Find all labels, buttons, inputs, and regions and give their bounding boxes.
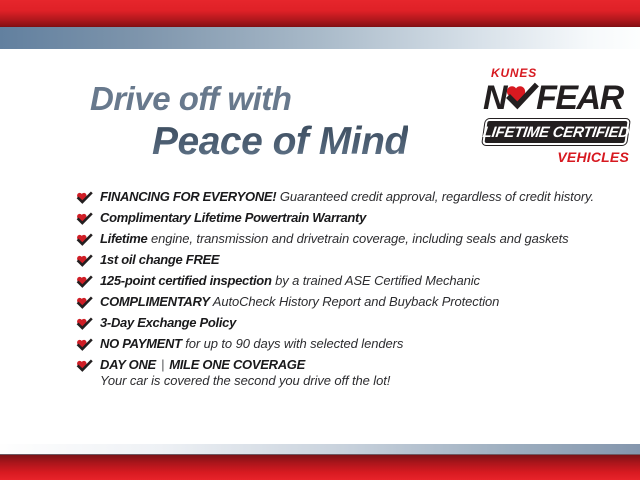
list-item	[76, 252, 621, 267]
benefits-list	[76, 189, 621, 394]
no-fear-wordmark	[483, 80, 629, 116]
list-item	[76, 210, 621, 225]
benefit-subline: Your car is covered the second you drive off the lot!	[100, 373, 391, 388]
heart-checkmark-icon	[76, 253, 93, 267]
benefit-text: Lifetime engine, transmission and drivetrain coverage, including seals and gaskets	[100, 231, 569, 246]
list-item	[76, 294, 621, 309]
list-item	[76, 357, 621, 388]
heart-checkmark-icon	[76, 274, 93, 288]
wordmark-fear: FEAR	[536, 79, 623, 117]
heart-checkmark-icon	[505, 80, 539, 112]
title-line-2: Peace of Mind	[152, 120, 408, 163]
heart-checkmark-icon	[76, 358, 93, 372]
bottom-red-bar	[0, 455, 640, 480]
benefit-main-line: DAY ONE | MILE ONE COVERAGE	[100, 357, 305, 372]
vehicles-label: VEHICLES	[557, 149, 629, 165]
benefit-text: 3-Day Exchange Policy	[100, 315, 237, 330]
benefit-text: Complimentary Lifetime Powertrain Warranty	[100, 210, 367, 225]
heart-checkmark-icon	[76, 232, 93, 246]
heart-checkmark-icon	[76, 337, 93, 351]
heart-checkmark-icon	[76, 211, 93, 225]
benefit-text: NO PAYMENT for up to 90 days with selected lenders	[100, 336, 404, 351]
top-steel-gradient-bar	[0, 27, 640, 49]
wordmark-n: N	[483, 79, 507, 117]
heart-checkmark-icon	[76, 295, 93, 309]
banner-label: LIFETIME CERTIFIED	[481, 123, 631, 141]
benefit-text: 1st oil change FREE	[100, 252, 220, 267]
benefit-text: 125-point certified inspection by a trained ASE Certified Mechanic	[100, 273, 480, 288]
list-item	[76, 315, 621, 330]
heart-checkmark-icon	[76, 190, 93, 204]
list-item	[76, 231, 621, 246]
benefit-text: COMPLIMENTARY AutoCheck History Report and Buyback Protection	[100, 294, 500, 309]
list-item	[76, 336, 621, 351]
no-fear-logo	[483, 66, 629, 165]
heart-checkmark-icon	[76, 316, 93, 330]
list-item	[76, 189, 621, 204]
title-line-1: Drive off with	[90, 80, 292, 117]
lifetime-certified-banner	[481, 118, 631, 146]
page-title	[0, 80, 408, 164]
top-red-bar	[0, 0, 640, 27]
bottom-steel-gradient-bar	[0, 444, 640, 455]
brand-name: KUNES	[491, 66, 538, 80]
benefit-text: FINANCING FOR EVERYONE! Guaranteed credit approval, regardless of credit history.	[100, 189, 595, 204]
benefit-text	[100, 357, 390, 388]
pipe-separator: |	[160, 357, 165, 372]
list-item	[76, 273, 621, 288]
